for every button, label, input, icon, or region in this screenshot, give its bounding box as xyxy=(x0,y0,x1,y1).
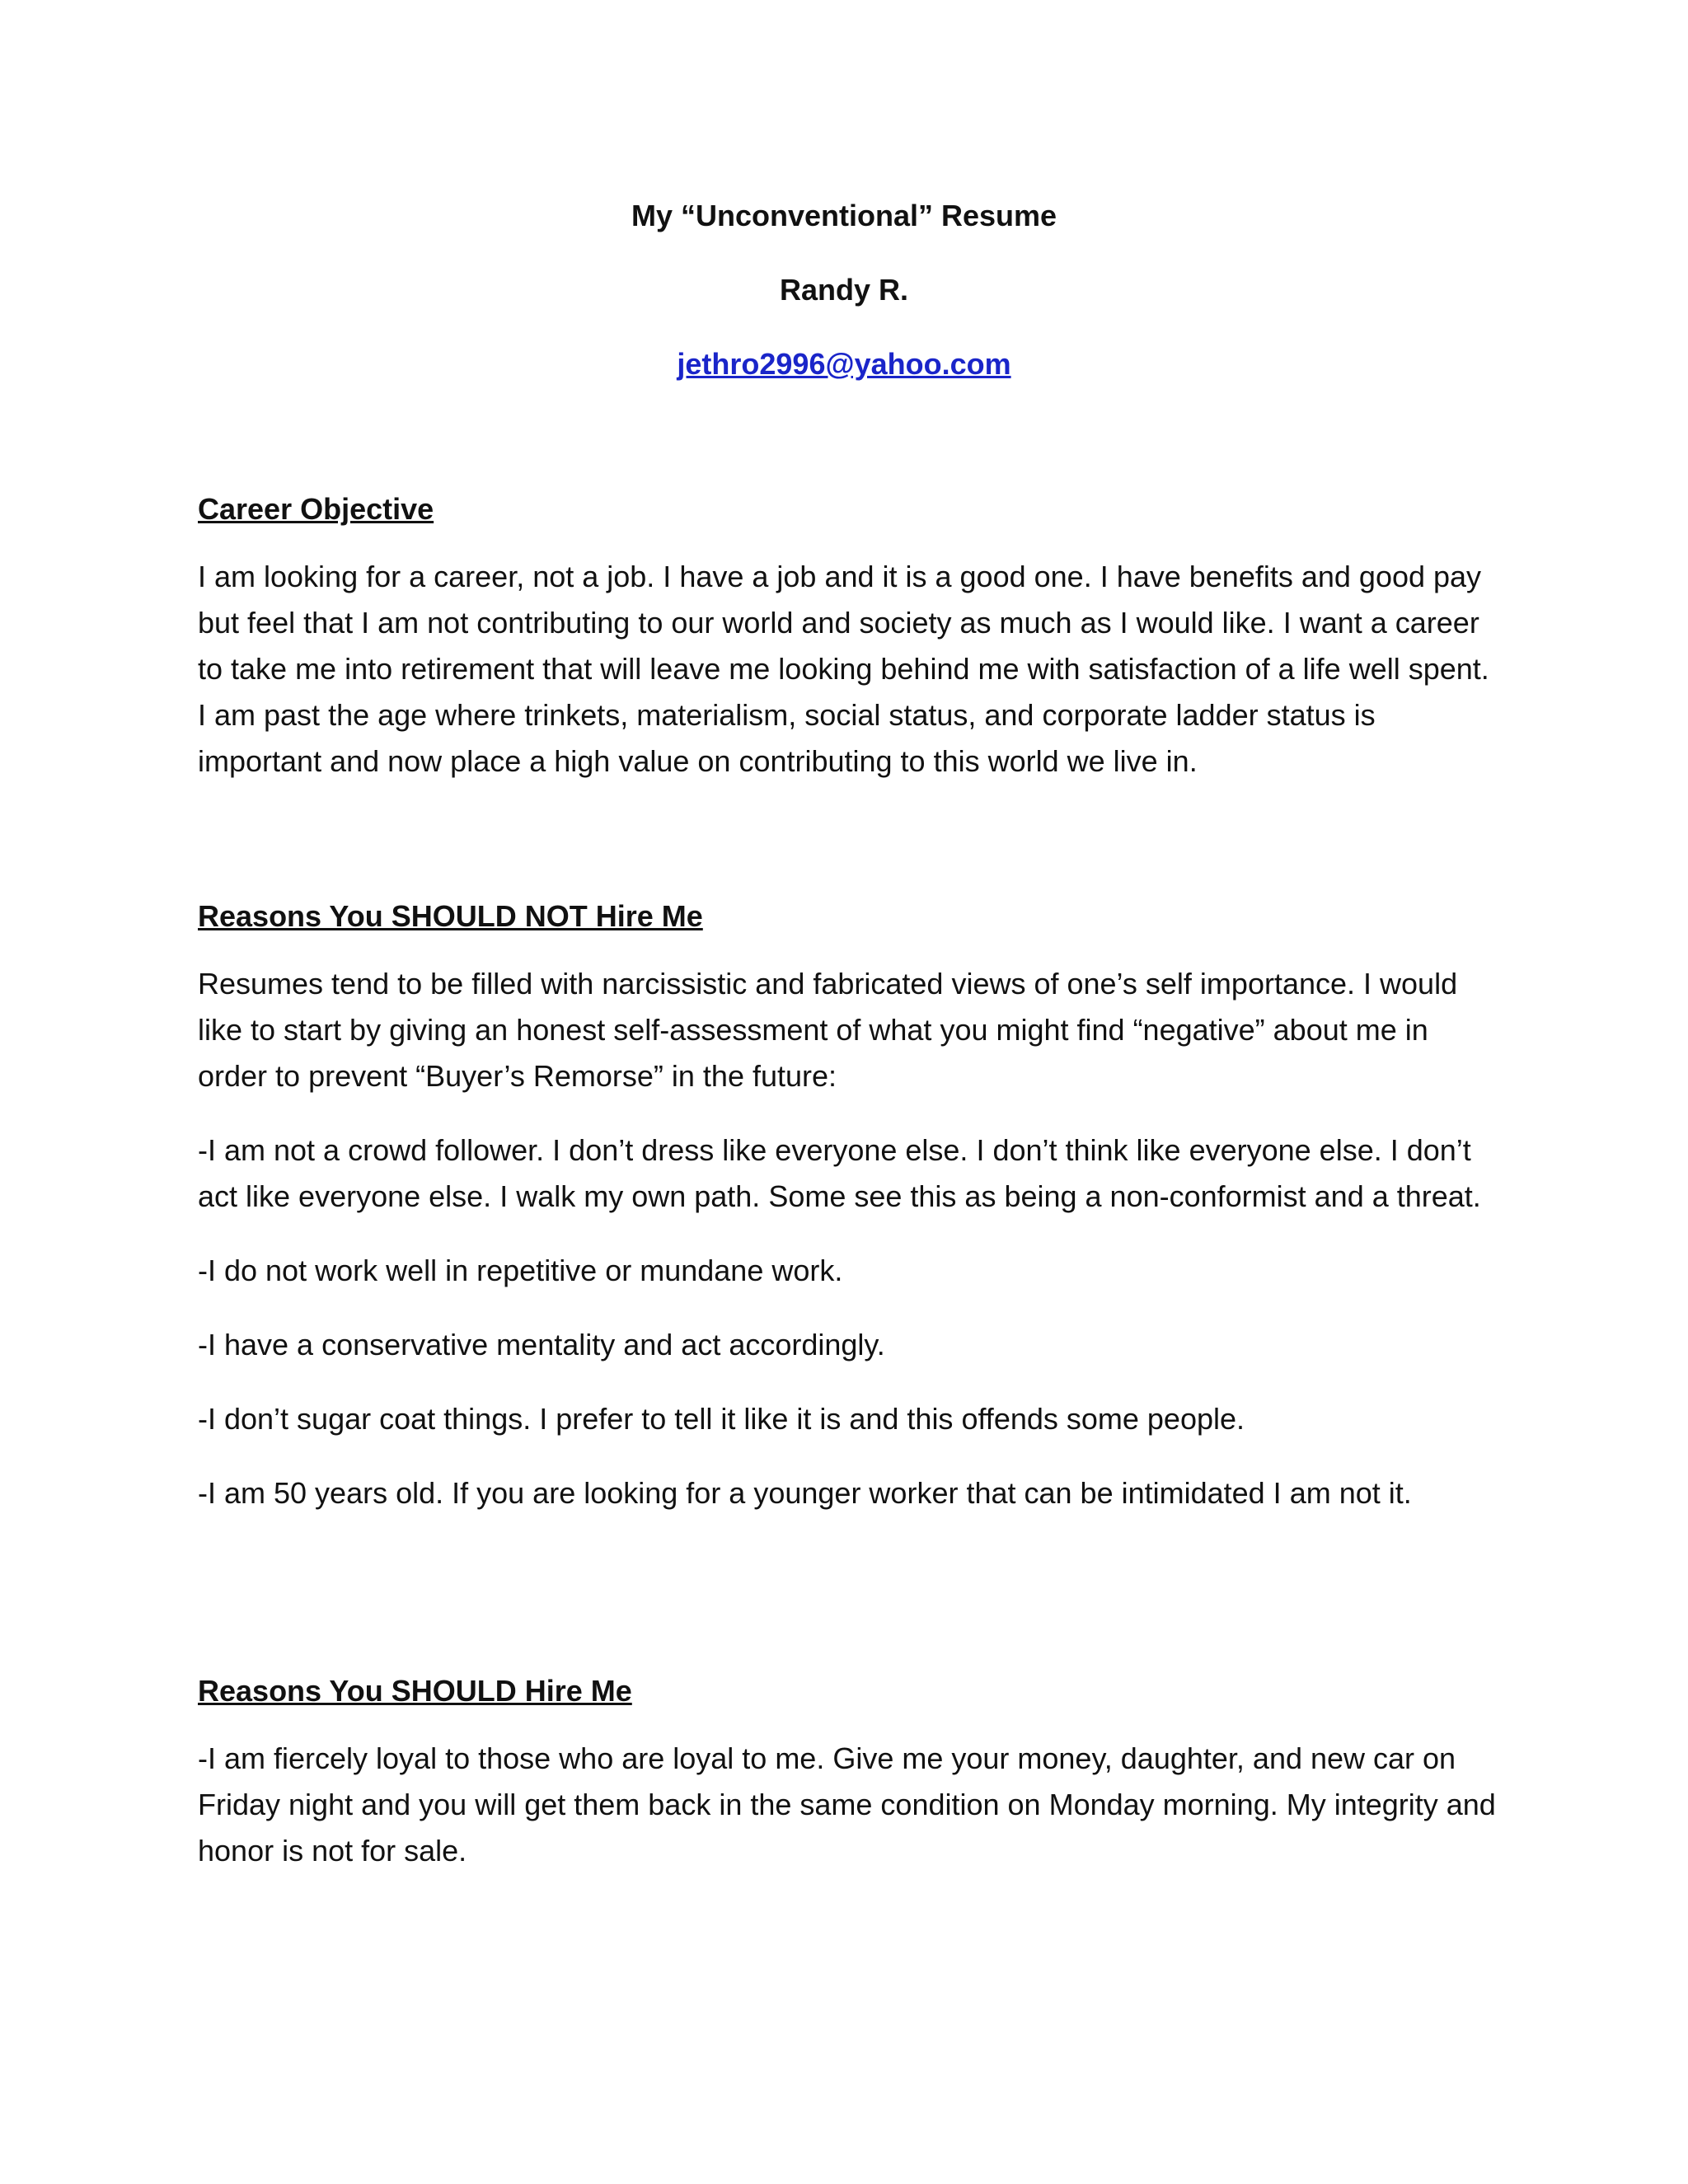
reasons-not-intro: Resumes tend to be filled with narcissistic and fabricated views of one’s self importance. I would like to start by giving an honest self-assessment of what you might find “negative” about me in order to prevent “Buyer’s Remorse” in the future: xyxy=(198,967,1458,1093)
reasons-should-item: -I am fiercely loyal to those who are loyal to me. Give me your money, daughter, and new car on Friday night and you will get them back in the same condition on Monday morning. My integrity and honor is not for sale. xyxy=(198,1741,1496,1868)
reasons-should-heading: Reasons You SHOULD Hire Me xyxy=(198,1674,632,1708)
reasons-not-item: -I don’t sugar coat things. I prefer to tell it like it is and this offends some people. xyxy=(198,1402,1245,1436)
reasons-not-heading: Reasons You SHOULD NOT Hire Me xyxy=(198,899,703,933)
email-link[interactable]: jethro2996@yahoo.com xyxy=(677,347,1011,381)
reasons-not-item: -I do not work well in repetitive or mundane work. xyxy=(198,1254,843,1287)
email-line xyxy=(0,346,1688,382)
document-title: My “Unconventional” Resume xyxy=(631,199,1057,232)
reasons-not-section xyxy=(198,898,1500,1544)
career-objective-heading: Career Objective xyxy=(198,492,434,526)
reasons-should-section xyxy=(198,1673,1500,1902)
career-objective-text: I am looking for a career, not a job. I have a job and it is a good one. I have benefits and good pay but feel that I am not contributing to our world and society as much as I would like. I want a career to take me into retirement that will leave me looking behind me with satisfaction of a life well spent. I am past the age where trinkets, materialism, social status, and corporate ladder status is important and now place a high value on contributing to this world we live in. xyxy=(198,560,1489,778)
reasons-not-item: -I am not a crowd follower. I don’t dress like everyone else. I don’t think like everyone else. I don’t act like everyone else. I walk my own path. Some see this as being a non-conformist and a threat. xyxy=(198,1133,1481,1213)
author-name: Randy R. xyxy=(779,273,909,307)
reasons-not-item: -I have a conservative mentality and act accordingly. xyxy=(198,1328,885,1361)
career-objective-section xyxy=(198,491,1500,813)
reasons-not-item: -I am 50 years old. If you are looking for a younger worker that can be intimidated I am not it. xyxy=(198,1476,1412,1510)
